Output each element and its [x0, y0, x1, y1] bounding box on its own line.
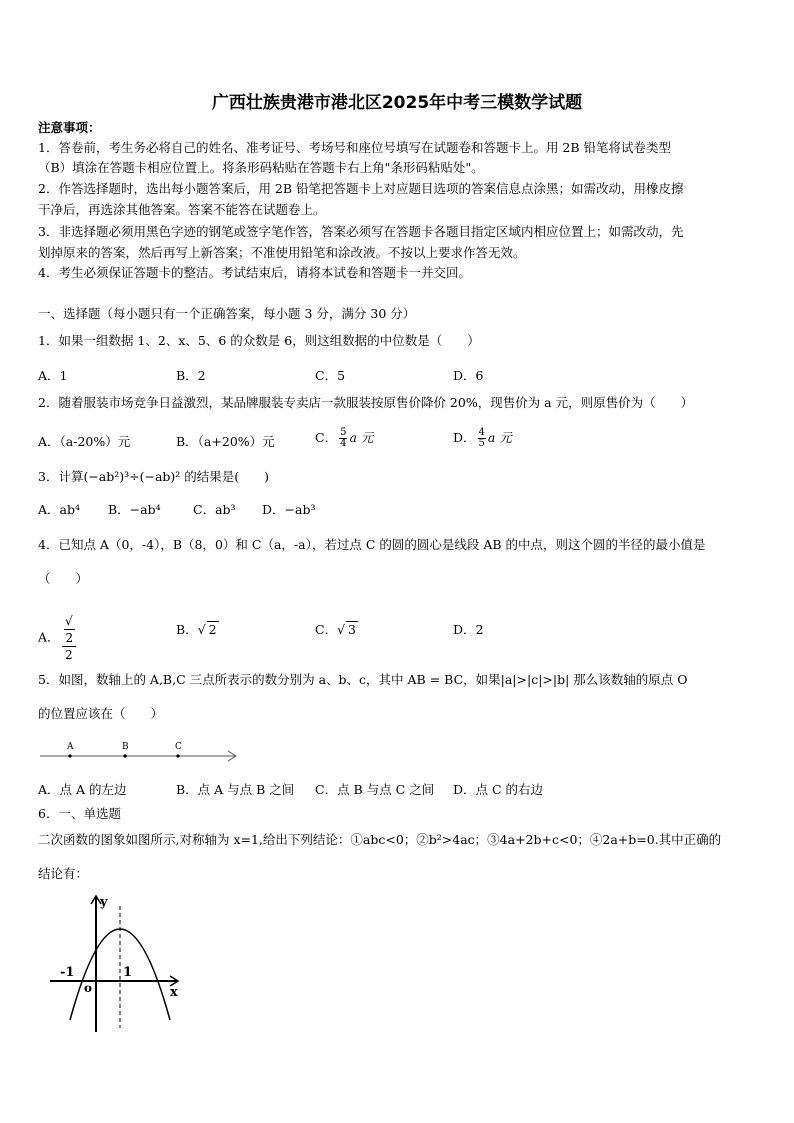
tick-label-neg1: -1 — [60, 965, 75, 980]
q2-option-d-label: D． — [453, 430, 476, 445]
fraction-denominator: 5 — [478, 438, 485, 449]
fraction-denominator: 4 — [340, 438, 347, 449]
tick-label-1: 1 — [123, 965, 133, 980]
radicand: 3 — [348, 622, 356, 637]
fraction — [478, 428, 486, 449]
q4-option-b[interactable]: B．√ 2 — [176, 622, 217, 637]
origin-label: o — [84, 981, 93, 995]
fraction-numerator: 5 — [340, 427, 347, 438]
notice-heading: 注意事项： — [38, 120, 101, 135]
question-5-stem: 5．如图，数轴上的 A,B,C 三点所表示的数分别为 a、b、c，其中 AB = BC，如果|a|>|c|>|b| 那么该数轴的原点 O — [38, 672, 688, 687]
point-b-label: B — [122, 742, 129, 752]
question-6-stem: 二次函数的图象如图所示,对称轴为 x=1,给出下列结论：①abc<0；②b²>4ac；③4a+2b+c<0；④2a+b=0.其中正确的 — [38, 832, 722, 847]
q4-option-b-label: B． — [176, 622, 198, 637]
notice-line: 干净后，再选涂其他答案。答案不能答在试题卷上。 — [38, 202, 326, 217]
q3-option-c[interactable]: C．ab³ — [193, 502, 236, 517]
q1-option-b[interactable]: B．2 — [176, 368, 206, 383]
notice-line: 2．作答选择题时，选出每小题答案后，用 2B 铅笔把答题卡上对应题目选项的答案信息点涂黑；如需改动，用橡皮擦 — [38, 181, 684, 196]
question-6-type: 6．一、单选题 — [38, 806, 121, 821]
q4-option-d[interactable]: D．2 — [453, 622, 484, 637]
q1-option-a[interactable]: A．1 — [38, 368, 68, 383]
number-line-point-b — [123, 754, 126, 757]
point-c-label: C — [175, 742, 182, 752]
question-1-stem: 1．如果一组数据 1、2、x、5、6 的众数是 6，则这组数据的中位数是（ ） — [38, 333, 480, 348]
q2-option-d-unit: a 元 — [487, 430, 512, 445]
notice-line: （B）填涂在答题卡相应位置上。将条形码粘贴在答题卡右上角"条形码粘贴处"。 — [38, 160, 484, 175]
q4-option-c[interactable]: C．√ 3 — [315, 622, 356, 637]
x-axis-label: x — [170, 985, 178, 1000]
notice-line: 划掉原来的答案，然后再写上新答案；不准使用铅笔和涂改液。不按以上要求作答无效。 — [38, 245, 526, 260]
fraction — [62, 613, 77, 663]
q2-option-b[interactable]: B．（a+20%）元 — [176, 434, 275, 449]
number-line-figure — [38, 738, 242, 764]
q3-option-b[interactable]: B．−ab⁴ — [108, 502, 161, 517]
q3-option-d[interactable]: D．−ab³ — [262, 502, 316, 517]
number-line-point-c — [176, 754, 179, 757]
fraction — [339, 428, 347, 449]
notice-line: 1．答卷前，考生务必将自己的姓名、准考证号、考场号和座位号填写在试题卷和答题卡上。用 2B 铅笔将试卷类型 — [38, 140, 672, 155]
q4-option-a[interactable] — [38, 613, 78, 663]
number-line-point-a — [68, 754, 71, 757]
q5-option-b[interactable]: B．点 A 与点 B 之间 — [176, 782, 295, 797]
q5-option-d[interactable]: D．点 C 的右边 — [453, 782, 544, 797]
question-5-stem-cont: 的位置应该在（ ） — [38, 706, 164, 721]
page-title: 广西壮族贵港市港北区2025年中考三模数学试题 — [211, 93, 583, 113]
fraction-numerator: 4 — [478, 427, 485, 438]
q2-option-d[interactable] — [453, 428, 512, 449]
parabola-graph-figure — [44, 888, 190, 1034]
section-heading: 一、选择题（每小题只有一个正确答案，每小题 3 分，满分 30 分） — [38, 306, 416, 321]
q1-option-d[interactable]: D．6 — [453, 368, 484, 383]
q3-option-a[interactable]: A．ab⁴ — [38, 502, 80, 517]
y-axis-label: y — [100, 895, 108, 910]
question-4-stem: 4．已知点 A（0，-4），B（8，0）和 C（a，-a），若过点 C 的圆的圆心是线段 AB 的中点，则这个圆的半径的最小值是 — [38, 537, 706, 552]
fraction-denominator: 2 — [65, 648, 73, 662]
q2-option-c-label: C． — [315, 430, 338, 445]
notice-line: 4．考生必须保证答题卡的整洁。考试结束后，请将本试卷和答题卡一并交回。 — [38, 265, 471, 280]
fraction-numerator: √ 2 — [62, 613, 77, 647]
q5-option-c[interactable]: C．点 B 与点 C 之间 — [315, 782, 435, 797]
q4-option-c-label: C． — [315, 622, 338, 637]
q2-option-c-unit: a 元 — [349, 430, 374, 445]
q5-option-a[interactable]: A．点 A 的左边 — [38, 782, 127, 797]
radicand: 2 — [208, 622, 217, 637]
q4-option-a-label: A． — [38, 629, 60, 645]
question-4-stem-cont: （ ） — [38, 571, 89, 586]
q2-option-c[interactable] — [315, 428, 373, 449]
question-6-stem-cont: 结论有： — [38, 866, 89, 881]
question-2-stem: 2．随着服装市场竞争日益激烈，某品牌服装专卖店一款服装按原售价降价 20%，现售价为 a 元，则原售价为（ ） — [38, 395, 694, 410]
notice-line: 3．非选择题必须用黑色字迹的钢笔或签字笔作答，答案必须写在答题卡各题目指定区域内相应位置上；如需改动，先 — [38, 224, 684, 239]
point-a-label: A — [67, 742, 74, 752]
q1-option-c[interactable]: C．5 — [315, 368, 346, 383]
question-3-stem: 3．计算(−ab²)³÷(−ab)² 的结果是( ) — [38, 469, 270, 484]
q2-option-a[interactable]: A．（a-20%）元 — [38, 434, 131, 449]
